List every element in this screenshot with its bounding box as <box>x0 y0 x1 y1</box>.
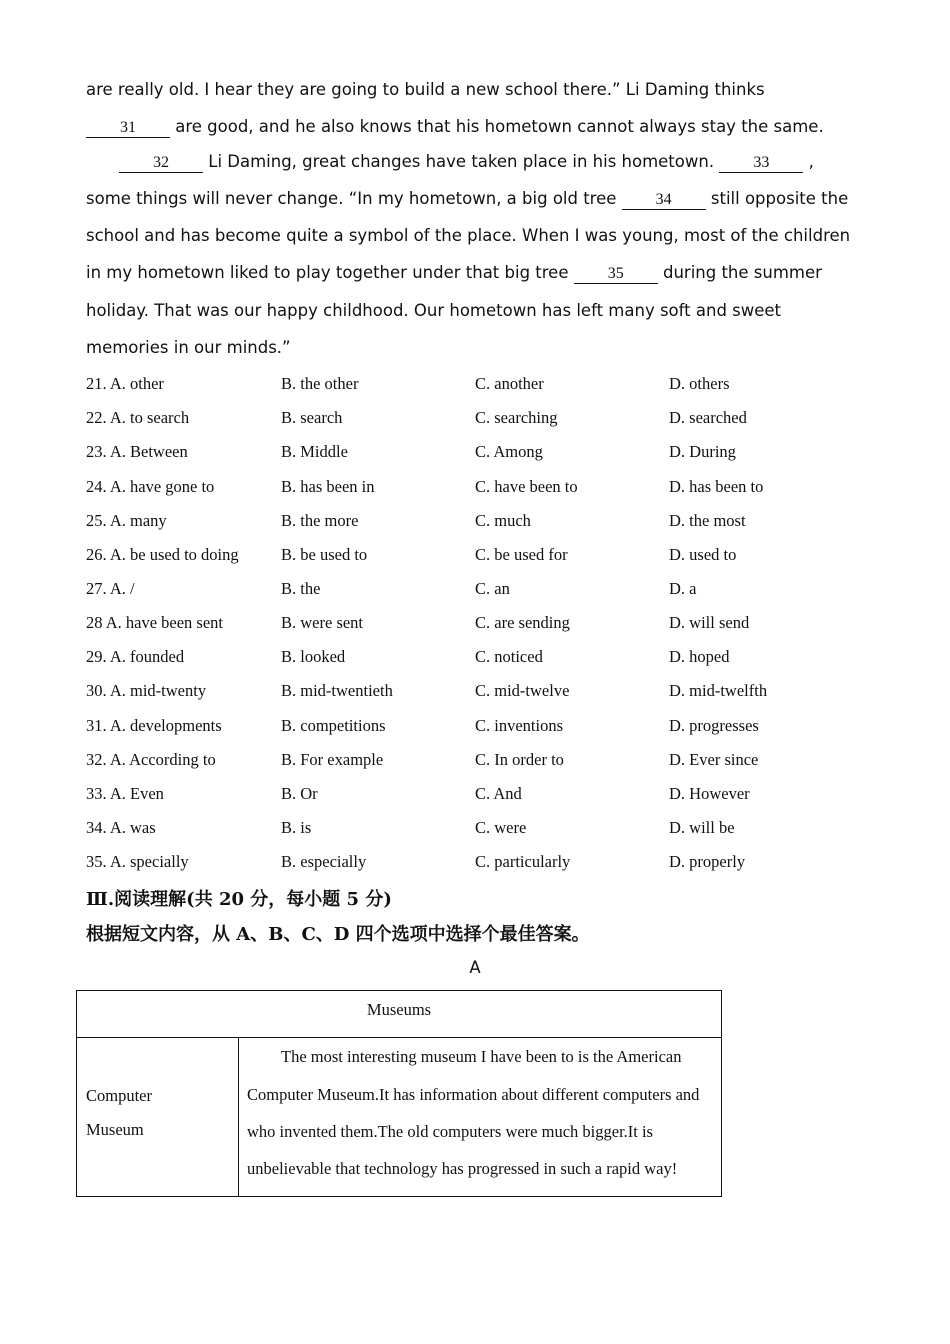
question-28-option-d: D. will send <box>669 613 750 632</box>
row-label-line-2: Museum <box>86 1120 144 1139</box>
section-instruction: 根据短文内容，从 A、B、C、D 四个选项中选择个最佳答案。 <box>86 924 590 945</box>
question-35-option-b: B. especially <box>281 852 367 871</box>
question-32-option-c: C. In order to <box>475 750 564 769</box>
passage-text: Li Daming, great changes have taken place in his hometown. <box>203 152 720 171</box>
question-31-option-b: B. competitions <box>281 716 386 735</box>
table-header-row <box>77 991 721 1038</box>
question-32-option-d: D. Ever since <box>669 750 759 769</box>
blank-33: 33 <box>719 154 803 173</box>
question-33-option-a: 33. A. Even <box>86 784 164 803</box>
museums-table <box>76 990 722 1197</box>
question-33-option-c: C. And <box>475 784 522 803</box>
blank-32: 32 <box>119 154 203 173</box>
question-29-option-d: D. hoped <box>669 647 730 666</box>
question-27-option-b: B. the <box>281 579 321 598</box>
question-29-option-c: C. noticed <box>475 647 543 666</box>
question-21-option-b: B. the other <box>281 374 359 393</box>
description-line-2: Computer Museum.It has information about different computers and <box>247 1085 700 1104</box>
question-25-option-a: 25. A. many <box>86 511 167 530</box>
passage-text: are really old. I hear they are going to build a new school there.” Li Daming thinks <box>86 80 765 99</box>
passage-text: some things will never change. “In my hometown, a big old tree <box>86 189 622 208</box>
question-26-option-d: D. used to <box>669 545 737 564</box>
passage-line-5 <box>86 226 850 245</box>
question-30-option-d: D. mid-twelfth <box>669 681 768 700</box>
question-29-option-b: B. looked <box>281 647 346 666</box>
question-22-option-c: C. searching <box>475 408 558 427</box>
question-26-option-c: C. be used for <box>475 545 568 564</box>
question-22-option-d: D. searched <box>669 408 747 427</box>
passage-line-8 <box>86 338 291 357</box>
passage-text: school and has become quite a symbol of the place. When I was young, most of the children <box>86 226 851 245</box>
question-24-option-c: C. have been to <box>475 477 578 496</box>
question-30-option-b: B. mid-twentieth <box>281 681 393 700</box>
description-line-3: who invented them.The old computers were much bigger.It is <box>247 1122 653 1141</box>
question-31-option-d: D. progresses <box>669 716 759 735</box>
question-21-option-d: D. others <box>669 374 730 393</box>
question-28-option-c: C. are sending <box>475 613 570 632</box>
blank-31: 31 <box>86 119 170 138</box>
question-33-option-b: B. Or <box>281 784 318 803</box>
question-32-option-a: 32. A. According to <box>86 750 216 769</box>
question-35-option-c: C. particularly <box>475 852 571 871</box>
question-24-option-a: 24. A. have gone to <box>86 477 215 496</box>
question-24-option-b: B. has been in <box>281 477 375 496</box>
description-line-1: The most interesting museum I have been to is the American <box>281 1047 682 1066</box>
passage-text: are good, and he also knows that his hometown cannot always stay the same. <box>170 117 824 136</box>
question-28-option-a: 28 A. have been sent <box>86 613 224 632</box>
description-line-4: unbelievable that technology has progressed in such a rapid way! <box>247 1159 678 1178</box>
passage-label: A <box>469 958 481 977</box>
question-31-option-a: 31. A. developments <box>86 716 222 735</box>
question-22-option-b: B. search <box>281 408 343 427</box>
blank-35: 35 <box>574 265 658 284</box>
question-29-option-a: 29. A. founded <box>86 647 185 666</box>
passage-text: memories in our minds.” <box>86 338 291 357</box>
question-26-option-a: 26. A. be used to doing <box>86 545 239 564</box>
question-34-option-b: B. is <box>281 818 312 837</box>
passage-text: still opposite the <box>705 189 849 208</box>
passage-line-7 <box>86 301 781 320</box>
question-23-option-a: 23. A. Between <box>86 442 188 461</box>
blank-34: 34 <box>622 191 706 210</box>
question-33-option-d: D. However <box>669 784 750 803</box>
question-22-option-a: 22. A. to search <box>86 408 190 427</box>
passage-line-4 <box>86 189 848 210</box>
question-30-option-a: 30. A. mid-twenty <box>86 681 207 700</box>
question-32-option-b: B. For example <box>281 750 384 769</box>
question-27-option-a: 27. A. / <box>86 579 135 598</box>
question-25-option-d: D. the most <box>669 511 746 530</box>
question-25-option-c: C. much <box>475 511 531 530</box>
question-23-option-d: D. During <box>669 442 736 461</box>
passage-line-1 <box>86 80 765 99</box>
passage-line-6 <box>86 263 822 284</box>
question-23-option-b: B. Middle <box>281 442 348 461</box>
passage-text: in my hometown liked to play together under that big tree <box>86 263 574 282</box>
passage-text: holiday. That was our happy childhood. Our hometown has left many soft and sweet <box>86 301 782 320</box>
column-divider <box>238 1038 239 1196</box>
question-30-option-c: C. mid-twelve <box>475 681 570 700</box>
question-35-option-a: 35. A. specially <box>86 852 189 871</box>
section-title: Ⅲ.阅读理解(共 20 分，每小题 5 分) <box>86 889 392 910</box>
question-34-option-a: 34. A. was <box>86 818 156 837</box>
table-header: Museums <box>366 1000 432 1019</box>
question-24-option-d: D. has been to <box>669 477 764 496</box>
question-28-option-b: B. were sent <box>281 613 364 632</box>
question-34-option-d: D. will be <box>669 818 735 837</box>
passage-line-2 <box>86 117 824 138</box>
question-27-option-c: C. an <box>475 579 510 598</box>
question-27-option-d: D. a <box>669 579 697 598</box>
row-label-line-1: Computer <box>86 1086 152 1105</box>
passage-text: during the summer <box>657 263 822 282</box>
question-35-option-d: D. properly <box>669 852 746 871</box>
question-25-option-b: B. the more <box>281 511 359 530</box>
question-23-option-c: C. Among <box>475 442 543 461</box>
question-31-option-c: C. inventions <box>475 716 564 735</box>
passage-text: , <box>803 152 814 171</box>
passage-line-3 <box>119 152 814 173</box>
question-34-option-c: C. were <box>475 818 527 837</box>
question-26-option-b: B. be used to <box>281 545 368 564</box>
question-21-option-a: 21. A. other <box>86 374 164 393</box>
question-21-option-c: C. another <box>475 374 544 393</box>
